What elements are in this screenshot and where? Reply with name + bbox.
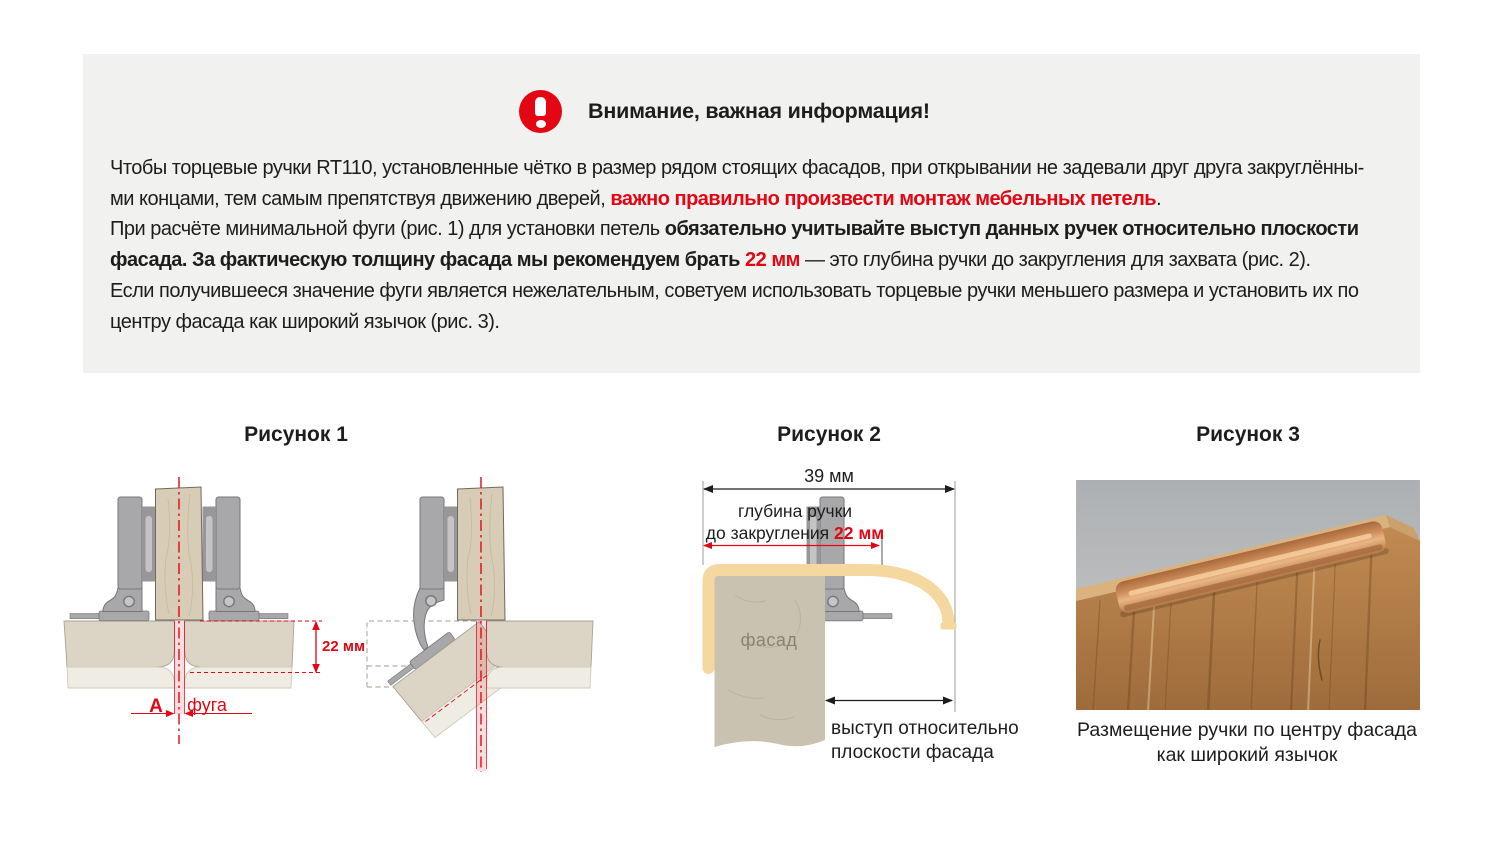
fig1-dim-22mm: 22 мм [322,638,366,655]
fig1-diagram-closed [64,477,365,744]
fig1-title: Рисунок 1 [244,423,348,446]
fig2-depth-prefix: до закругления [705,523,835,543]
warning-title: Внимание, важная информация! [588,99,930,123]
fig1-label-a: А [149,696,163,717]
fig2-depth-note-line1: глубина ручки [737,501,853,521]
notice-line: При расчёте минимальной фуги (рис. 1) для установки петель обязательно учитывайте выступ данных ручек относительно плоскости [110,218,1359,241]
fig1-label-fuga: фуга [187,695,227,715]
notice-line: центру фасада как широкий язычок (рис. 3). [110,310,500,333]
fig2-facade-label: фасад [740,630,798,650]
fig2-depth-note-line2 [706,523,884,543]
fig2-dim-39mm: 39 мм [804,466,854,486]
fig2-title: Рисунок 2 [777,423,881,446]
fig3-caption-line2: как широкий язычок [1156,744,1338,766]
fig2-depth-value: 22 мм [834,523,885,543]
fig2-protrusion-line1: выступ относительно [831,718,1019,739]
notice-line: фасада. За фактическую толщину фасада мы рекомендуем брать 22 мм — это глубина ручки до закругления для захвата (рис. 2). [110,249,1311,272]
notice-line: Если получившееся значение фуги является нежелательным, советуем использовать торцевые ручки меньшего размера и установить их по [110,279,1359,302]
fig3-photo [1076,480,1420,712]
notice-line: Чтобы торцевые ручки RT110, установленные чётко в размер рядом стоящих фасадов, при открывании не задевали друг друга закруглённы- [110,157,1364,179]
fig3-title: Рисунок 3 [1196,423,1300,446]
notice-line: ми концами, тем самым препятствуя движению дверей, важно правильно произвести монтаж мебельных петель. [110,187,1162,210]
fig2-facade-panel [715,576,826,747]
fig3-caption-line1: Размещение ручки по центру фасада [1077,719,1417,741]
fig2-protrusion-line2: плоскости фасада [831,742,994,763]
